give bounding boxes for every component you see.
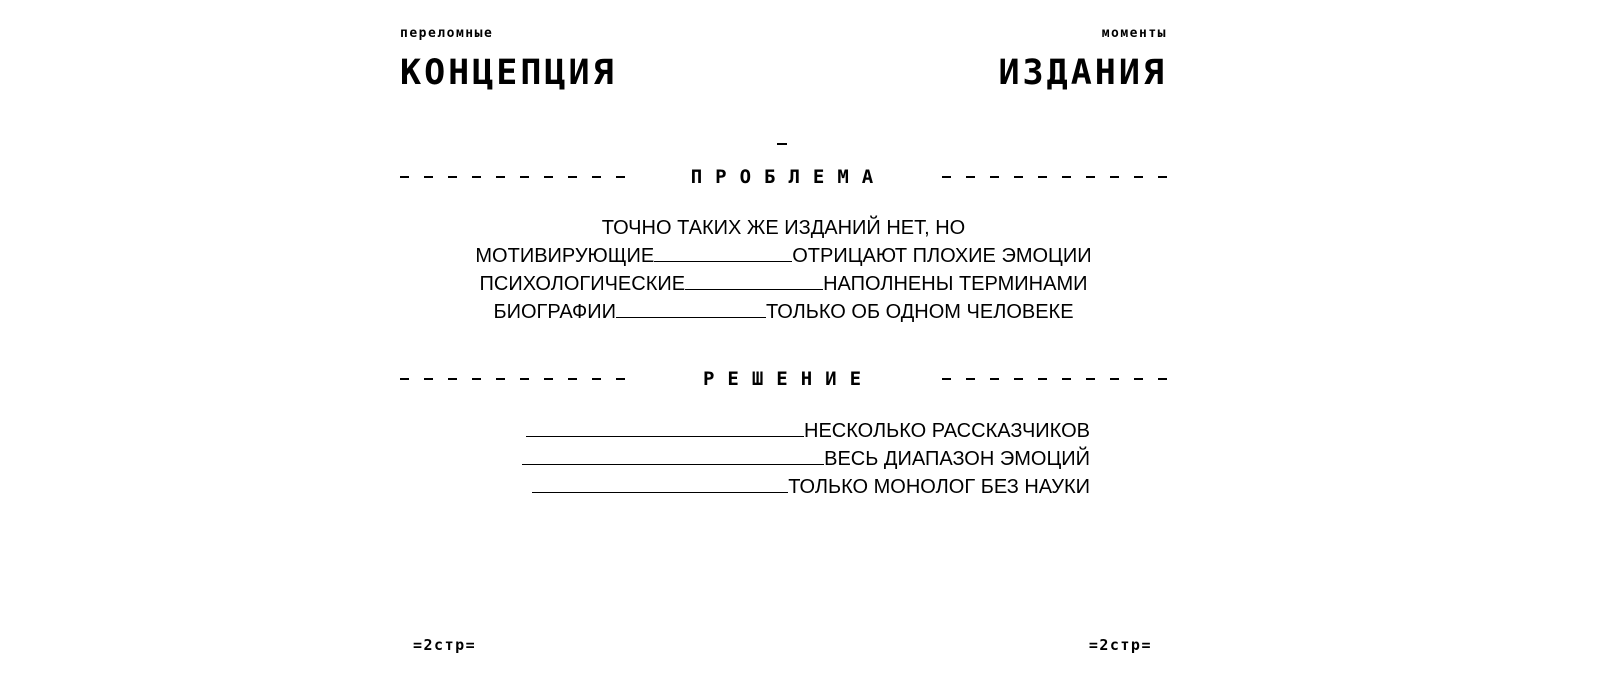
problem-intro: ТОЧНО ТАКИХ ЖЕ ИЗДАНИЙ НЕТ, НО <box>601 217 966 239</box>
problem-row-left: БИОГРАФИИ <box>493 301 616 323</box>
problem-row <box>400 242 1167 270</box>
problem-heading: ПРОБЛЕМА <box>690 166 887 188</box>
solution-row-text: НЕСКОЛЬКО РАССКАЗЧИКОВ <box>804 420 1090 442</box>
page-number-left: =2стр= <box>413 636 477 654</box>
blank-line <box>654 243 792 262</box>
solution-heading: РЕШЕНИЕ <box>702 368 875 390</box>
problem-row-right: ТОЛЬКО ОБ ОДНОМ ЧЕЛОВЕКЕ <box>765 301 1074 323</box>
blank-line <box>685 271 823 290</box>
divider-dashes-left <box>400 176 625 178</box>
header-small-right: моменты <box>1101 26 1167 41</box>
solution-row <box>400 445 1090 473</box>
solution-divider <box>400 368 1167 390</box>
solution-row-text: ВЕСЬ ДИАПАЗОН ЭМОЦИЙ <box>824 448 1090 470</box>
problem-row-right: НАПОЛНЕНЫ ТЕРМИНАМИ <box>823 273 1088 295</box>
header-small-left: переломные <box>400 26 494 41</box>
problem-row-right: ОТРИЦАЮТ ПЛОХИЕ ЭМОЦИИ <box>792 245 1092 267</box>
problem-divider <box>400 166 1167 188</box>
divider-dashes-right <box>942 176 1167 178</box>
blank-line <box>522 446 824 465</box>
page-title-right: ИЗДАНИЯ <box>998 53 1167 93</box>
solution-row-text: ТОЛЬКО МОНОЛОГ БЕЗ НАУКИ <box>788 476 1090 498</box>
problem-row-left: ПСИХОЛОГИЧЕСКИЕ <box>479 273 686 295</box>
problem-row-left: МОТИВИРУЮЩИЕ <box>475 245 655 267</box>
problem-row <box>400 298 1167 326</box>
document-page <box>400 0 1167 694</box>
cursor-mark <box>777 143 787 145</box>
divider-dashes-right <box>942 378 1167 380</box>
problem-row <box>400 270 1167 298</box>
solution-row <box>400 473 1090 501</box>
page-number-right: =2стр= <box>1088 636 1152 654</box>
page-title-left: КОНЦЕПЦИЯ <box>400 53 617 93</box>
blank-line <box>526 418 804 437</box>
blank-line <box>616 299 766 318</box>
blank-line <box>532 474 788 493</box>
divider-dashes-left <box>400 378 625 380</box>
solution-row <box>400 417 1090 445</box>
